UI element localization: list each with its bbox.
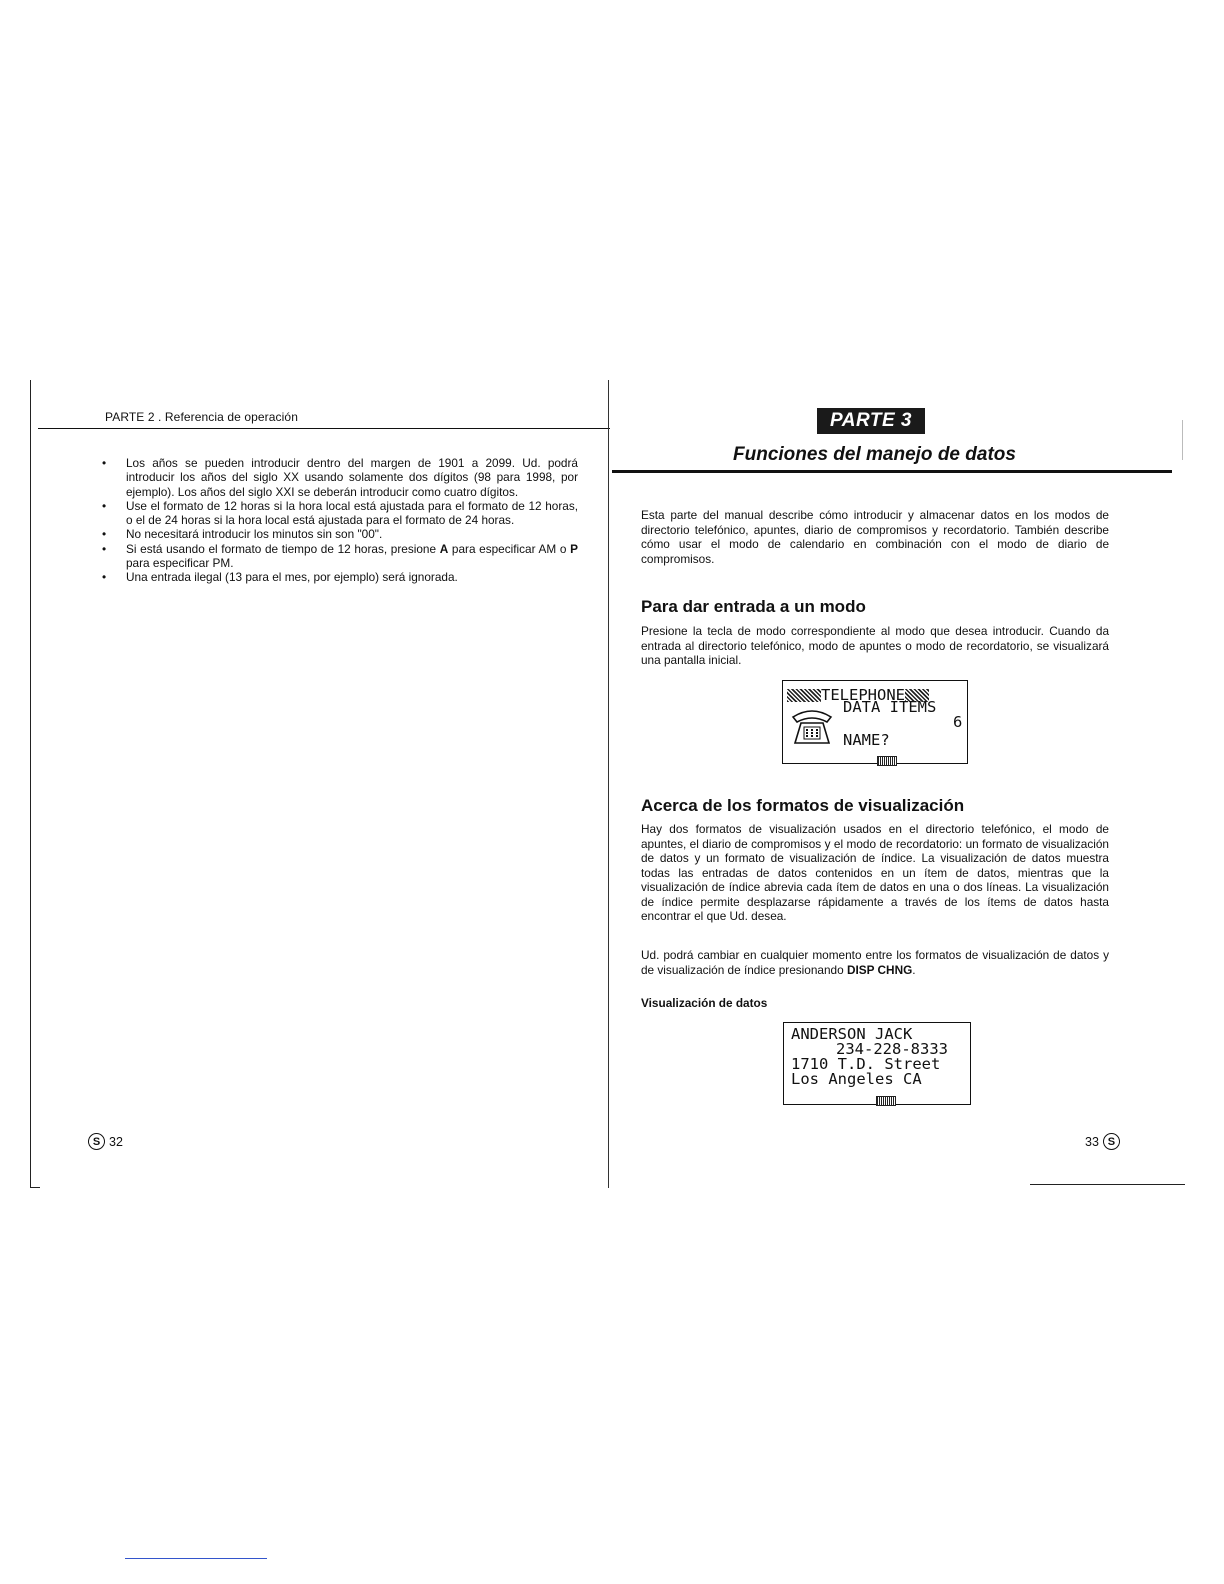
hatch-pattern-icon xyxy=(787,689,821,702)
page-number-text: 32 xyxy=(109,1134,123,1149)
s-circle-icon: S xyxy=(1103,1133,1120,1150)
section-heading-formatos: Acerca de los formatos de visualización xyxy=(641,796,965,815)
intro-paragraph: Esta parte del manual describe cómo introducir y almacenar datos en los modos de directorio telefónico, apuntes, diario de compromisos y recordatorio. También describe cómo usar el modo de calendario en combinación con el modo de diario de compromisos. xyxy=(641,508,1109,566)
indicator-icon xyxy=(876,1096,896,1106)
lcd-line-street: 1710 T.D. Street xyxy=(791,1055,941,1073)
section-heading-modo: Para dar entrada a un modo xyxy=(641,597,866,616)
left-page-header-rule xyxy=(38,428,610,429)
bullet-item: • Use el formato de 12 horas si la hora local está ajustada para el formato de 12 horas, o el de 24 horas si la hora local está ajustada para el formato de 24 horas. xyxy=(100,499,578,528)
chapter-title: Funciones del manejo de datos xyxy=(733,444,1016,465)
bullet-text: para especificar PM. xyxy=(126,556,234,571)
lcd-data-screen xyxy=(783,1022,971,1105)
lcd-line-city: Los Angeles CA xyxy=(791,1070,922,1088)
left-page-bullet-list xyxy=(100,456,578,585)
section-text-cambiar xyxy=(641,948,1109,977)
key-disp-chng: DISP CHNG xyxy=(846,962,913,977)
bullet-text: para especificar AM o xyxy=(448,541,571,556)
left-page-number xyxy=(88,1133,123,1150)
key-a: A xyxy=(439,541,449,556)
s-circle-icon: S xyxy=(88,1133,105,1150)
lcd-line-name-prompt: NAME? xyxy=(843,731,890,749)
indicator-icon xyxy=(877,756,897,766)
page-number-text: 33 xyxy=(1085,1134,1099,1149)
telephone-icon xyxy=(787,703,837,747)
section-text-modo: Presione la tecla de modo correspondiente al modo que desea introducir. Cuando da entrada al directorio telefónico, modo de apuntes o modo de recordatorio, se visualizará una pantalla inicial. xyxy=(641,624,1109,667)
bullet-item: • No necesitará introducir los minutos sin son "00". xyxy=(100,527,578,541)
lcd-item-count: 6 xyxy=(953,713,963,731)
bullet-item: • Una entrada ilegal (13 para el mes, por ejemplo) será ignorada. xyxy=(100,570,578,584)
lcd-line-name: ANDERSON JACK xyxy=(791,1025,913,1043)
chapter-title-rule xyxy=(612,470,1172,473)
right-page-foot-rule xyxy=(1030,1184,1185,1185)
lcd-telephone-screen xyxy=(782,680,968,764)
chapter-badge: PARTE 3 xyxy=(817,408,925,434)
key-p: P xyxy=(570,541,578,556)
lcd-line-telephone: TELEPHONE xyxy=(821,686,905,704)
lcd-line-phone: 234-228-8333 xyxy=(836,1040,948,1058)
section-text-formatos: Hay dos formatos de visualización usados en el directorio telefónico, el modo de apuntes, el diario de compromisos y el modo de recordatorio: un formato de visualización de datos y un formato de visualización de índice. La visualización de datos muestra todas las entradas de datos contenidos en un ítem de datos, mientras que la visualización de índice abrevia cada ítem de datos en una o dos líneas. La visualización de índice permite desplazarse rápidamente a través de los ítems de datos hasta encontrar el que Ud. desea. xyxy=(641,822,1109,923)
page-gutter-line xyxy=(608,380,609,1188)
left-page-margin-line xyxy=(30,380,31,1188)
subheading-visualizacion: Visualización de datos xyxy=(641,996,768,1010)
right-margin-mark xyxy=(1182,420,1183,460)
bullet-text: Si está usando el formato de tiempo de 12 horas, presione xyxy=(126,541,440,556)
lcd-line-data-items: DATA ITEMS xyxy=(843,698,937,716)
bullet-item: • Los años se pueden introducir dentro del margen de 1901 a 2099. Ud. podrá introducir los años del siglo XX usando solamente dos dígitos (98 para 1998, por ejemplo). Los años del siglo XXI se deberán introducir como cuatro dígitos. xyxy=(100,456,578,499)
left-page-foot-tick xyxy=(30,1187,40,1188)
bullet-item xyxy=(100,542,578,571)
left-page-header: PARTE 2 . Referencia de operación xyxy=(105,410,298,424)
right-page-number xyxy=(1085,1133,1120,1150)
bottom-link-underline xyxy=(125,1558,267,1559)
cambiar-text: Ud. podrá cambiar en cualquier momento entre los formatos de visualización de datos y de visualización de índice presionando xyxy=(641,948,1109,977)
cambiar-text-end: . xyxy=(912,962,916,977)
